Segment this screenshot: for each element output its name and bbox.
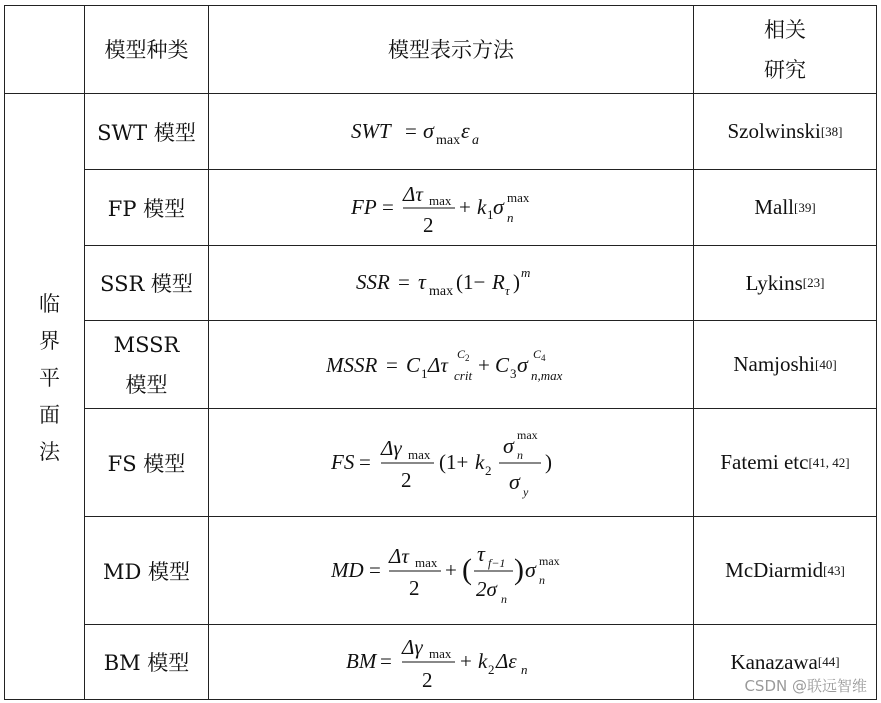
formula-sub: n: [521, 662, 528, 677]
formula-sub: max: [408, 446, 431, 462]
formula-swt: [209, 94, 693, 169]
header-related: [694, 6, 876, 93]
model-name-swt: [85, 94, 208, 169]
side-label-critical-plane: [5, 94, 84, 699]
formula-sub: a: [472, 132, 479, 148]
formula-lhs: MSSR: [326, 352, 378, 377]
formula-sub: 1: [421, 365, 428, 381]
ref-ssr: [694, 246, 876, 320]
formula-ssr: [209, 246, 693, 320]
formula-C: C: [495, 352, 510, 377]
formula-R: R: [492, 270, 505, 294]
formula-numerator: Δγ: [402, 635, 423, 659]
model-name-text: FP 模型: [107, 196, 186, 221]
formula-denominator: 2: [409, 575, 420, 600]
ref-number: [23]: [802, 275, 825, 290]
ref-number: [43]: [823, 562, 845, 578]
formula-sub: n: [507, 209, 514, 225]
formula-mssr: [209, 321, 693, 408]
model-name-text: MSSR: [113, 332, 180, 357]
formula-sub: f−1: [488, 555, 506, 570]
table-border-bottom: [4, 699, 877, 700]
formula-plus: +: [478, 352, 490, 377]
formula-eq: =: [359, 449, 371, 474]
formula-sub: 2: [488, 662, 495, 677]
formula-lhs: FP: [351, 194, 377, 219]
formula-sub: max: [436, 132, 461, 148]
formula-plus: +: [459, 194, 471, 219]
ref-author: Mall: [754, 195, 794, 219]
header-model-type: [85, 6, 208, 93]
formula-eq: =: [369, 557, 381, 582]
formula-sub: n: [501, 591, 507, 606]
formula-sup: max: [517, 427, 538, 442]
model-name-mssr: [85, 321, 208, 408]
formula-numerator: Δτ: [389, 543, 409, 568]
formula-sup: C: [533, 346, 542, 361]
formula-sup: C: [457, 346, 466, 361]
model-name-fp: [85, 170, 208, 245]
formula-paren: ): [545, 449, 552, 474]
formula-lhs: MD: [331, 557, 364, 582]
side-label-char: 界: [39, 328, 60, 353]
formula-delta-tau: Δτ: [428, 352, 448, 377]
side-label-char: 法: [39, 439, 60, 464]
ref-author: Namjoshi: [733, 352, 815, 376]
formula-sup: max: [539, 553, 560, 568]
formula-sigma: σ: [503, 432, 514, 458]
formula-denominator: 2: [423, 212, 434, 237]
side-label-char: 面: [39, 402, 60, 427]
formula-denominator: 2σ: [476, 576, 497, 601]
formula-sub: y: [523, 484, 529, 499]
formula-numerator: Δγ: [381, 435, 402, 460]
model-name-text: FS 模型: [107, 451, 186, 476]
ref-author: Fatemi etc: [720, 450, 809, 474]
ref-md: [694, 517, 876, 624]
formula-sub: max: [429, 284, 454, 299]
formula-paren: ): [513, 270, 520, 294]
formula-tau: τ: [477, 540, 485, 566]
header-related-line1: 相关: [764, 17, 806, 42]
ref-fp: [694, 170, 876, 245]
ref-number: [39]: [794, 199, 816, 215]
formula-sigma: σ: [517, 351, 528, 377]
model-name-ssr: [85, 246, 208, 320]
ref-number: [38]: [820, 123, 843, 139]
formula-sub: 2: [485, 462, 492, 478]
formula-denominator: 2: [422, 668, 433, 692]
formula-delta-eps: Δε: [496, 649, 517, 673]
formula-eq: =: [382, 194, 394, 219]
formula-sup: 2: [465, 352, 470, 363]
formula-sub: crit: [454, 367, 473, 383]
formula-eps: ε: [461, 117, 470, 143]
formula-paren: (: [462, 552, 472, 586]
model-name-text: SSR 模型: [100, 272, 193, 296]
formula-sub: 1: [487, 206, 494, 222]
model-name-bm: [85, 625, 208, 699]
model-name-text: MD 模型: [102, 559, 190, 584]
model-name-text: SWT 模型: [97, 120, 196, 145]
formula-paren: (1−: [456, 270, 486, 294]
formula-sub: max: [415, 554, 438, 570]
ref-mssr: [694, 321, 876, 408]
formula-eq: =: [386, 352, 398, 377]
formula-eq: =: [405, 118, 417, 143]
formula-eq: =: [398, 270, 410, 294]
formula-paren: (1+: [439, 449, 469, 474]
formula-sigma: σ: [423, 117, 434, 143]
header-model-repr-text: 模型表示方法: [388, 37, 514, 62]
side-label-char: 临: [39, 291, 60, 316]
formula-paren: ): [514, 552, 524, 586]
formula-sup: max: [507, 189, 530, 205]
ref-author: Lykins: [745, 270, 803, 295]
formula-bm: [209, 625, 693, 699]
formula-sub: max: [429, 192, 452, 208]
ref-number: [40]: [815, 356, 837, 372]
formula-lhs: SSR: [356, 270, 390, 294]
formula-k: k: [478, 649, 488, 673]
model-name-fs: [85, 409, 208, 516]
formula-eq: =: [380, 649, 392, 673]
formula-sigma: σ: [493, 193, 504, 219]
formula-sup: 4: [541, 352, 546, 363]
formula-denominator: 2: [401, 467, 412, 492]
table-border-right: [876, 5, 877, 700]
formula-k: k: [477, 194, 487, 219]
watermark: CSDN @联远智维: [744, 677, 867, 695]
formula-sub: n,max: [531, 367, 563, 383]
ref-author: McDiarmid: [725, 558, 824, 582]
model-name-text: BM 模型: [103, 651, 190, 675]
header-related-line2: 研究: [764, 57, 806, 82]
formula-k: k: [475, 449, 485, 474]
formula-lhs: FS: [331, 449, 355, 474]
formula-sub: 3: [510, 365, 517, 381]
formula-sigma: σ: [525, 556, 536, 582]
ref-number: [44]: [817, 654, 840, 669]
model-name-md: [85, 517, 208, 624]
formula-numerator: Δτ: [403, 181, 423, 206]
formula-sub: n: [539, 572, 545, 587]
header-model-repr: [209, 6, 693, 93]
ref-author: Kanazawa: [730, 649, 818, 674]
header-model-type-text: 模型种类: [104, 37, 189, 62]
ref-fs: [694, 409, 876, 516]
ref-number: [41, 42]: [808, 454, 850, 470]
formula-lhs: BM: [346, 649, 377, 673]
formula-sub: τ: [505, 283, 510, 298]
formula-sigma: σ: [509, 468, 520, 494]
formula-plus: +: [445, 557, 457, 582]
ref-author: Szolwinski: [727, 119, 821, 143]
formula-md: [209, 517, 693, 624]
formula-fp: [209, 170, 693, 245]
formula-sub: n: [517, 447, 523, 462]
model-name-text: 模型: [125, 372, 168, 397]
formula-lhs: SWT: [351, 118, 391, 143]
formula-tau: τ: [418, 269, 426, 294]
side-label-char: 平: [39, 365, 60, 390]
formula-plus: +: [460, 649, 472, 673]
ref-swt: [694, 94, 876, 169]
formula-C: C: [406, 352, 421, 377]
formula-sub: max: [429, 646, 452, 661]
formula-sup: m: [521, 265, 531, 280]
formula-fs: [209, 409, 693, 516]
